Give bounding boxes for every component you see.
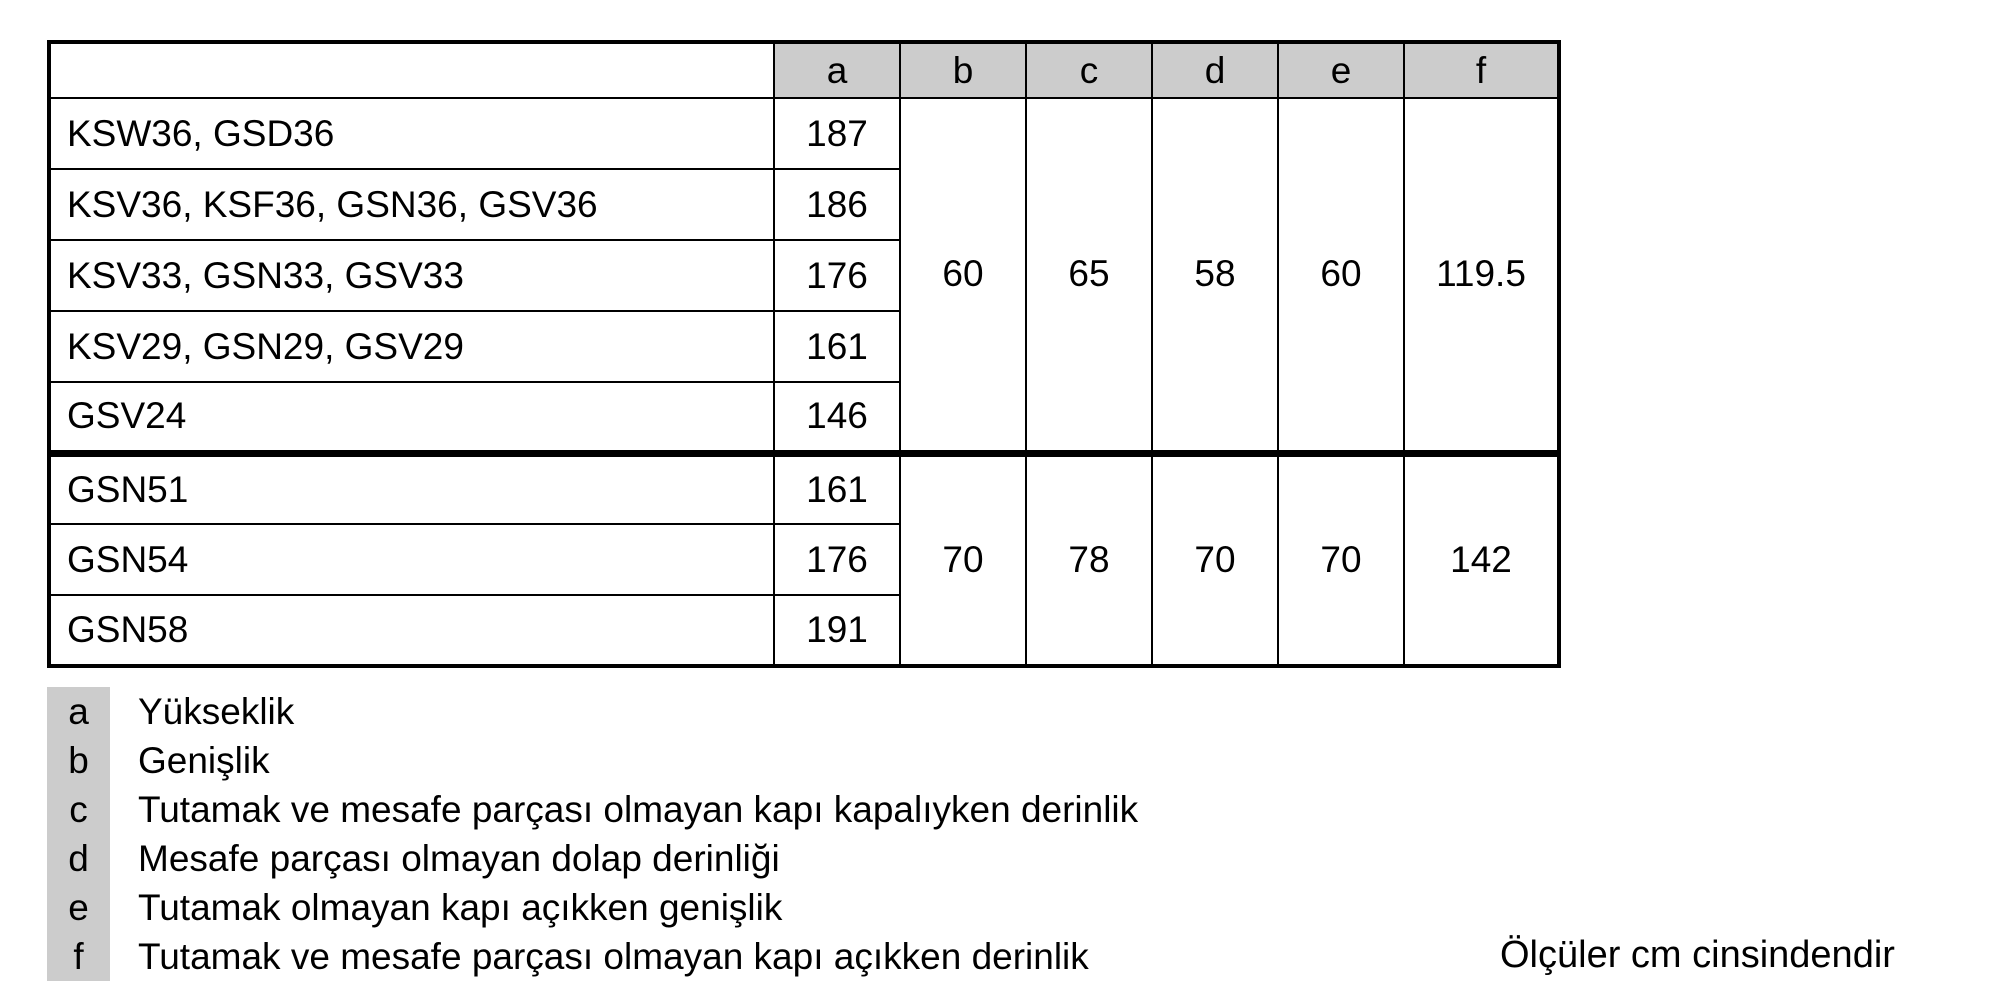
units-note: Ölçüler cm cinsindendir [1500,934,1895,976]
table-row [49,98,1559,169]
legend-key-b: b [47,736,110,785]
height-a-cell: 176 [774,524,900,595]
group1-b-cell: 60 [900,98,1026,453]
legend-label-b: Genişlik [138,739,270,781]
group1-f-cell: 119.5 [1404,98,1559,453]
height-a-cell: 161 [774,453,900,524]
dimensions-table [47,40,1561,668]
legend-item-f [47,932,1138,981]
legend-item-e [47,883,1138,932]
legend-item-a [47,687,1138,736]
model-names-cell: GSN58 [49,595,774,666]
legend-key-c: c [47,785,110,834]
model-names-cell: GSN54 [49,524,774,595]
legend-label-f: Tutamak ve mesafe parçası olmayan kapı açıkken derinlik [138,935,1089,977]
legend [47,687,1138,981]
header-col-f: f [1404,42,1559,98]
legend-key-f: f [47,932,110,981]
group2-d-cell: 70 [1152,453,1278,666]
header-col-a: a [774,42,900,98]
height-a-cell: 176 [774,240,900,311]
legend-key-a: a [47,687,110,736]
legend-key-d: d [47,834,110,883]
header-col-e: e [1278,42,1404,98]
legend-item-d [47,834,1138,883]
header-col-b: b [900,42,1026,98]
height-a-cell: 186 [774,169,900,240]
header-col-c: c [1026,42,1152,98]
group1-c-cell: 65 [1026,98,1152,453]
model-names-cell: KSW36, GSD36 [49,98,774,169]
legend-label-a: Yükseklik [138,690,295,732]
legend-item-b [47,736,1138,785]
model-names-cell: GSV24 [49,382,774,453]
legend-label-c: Tutamak ve mesafe parçası olmayan kapı kapalıyken derinlik [138,788,1139,830]
header-blank-cell [49,42,774,98]
model-names-cell: KSV29, GSN29, GSV29 [49,311,774,382]
table-header-row [49,42,1559,98]
model-names-cell: GSN51 [49,453,774,524]
legend-item-c [47,785,1138,834]
table-row [49,453,1559,524]
height-a-cell: 187 [774,98,900,169]
model-names-cell: KSV33, GSN33, GSV33 [49,240,774,311]
height-a-cell: 191 [774,595,900,666]
legend-label-e: Tutamak olmayan kapı açıkken genişlik [138,886,783,928]
group1-e-cell: 60 [1278,98,1404,453]
legend-key-e: e [47,883,110,932]
group2-e-cell: 70 [1278,453,1404,666]
model-names-cell: KSV36, KSF36, GSN36, GSV36 [49,169,774,240]
group1-d-cell: 58 [1152,98,1278,453]
height-a-cell: 146 [774,382,900,453]
group2-f-cell: 142 [1404,453,1559,666]
height-a-cell: 161 [774,311,900,382]
header-col-d: d [1152,42,1278,98]
legend-label-d: Mesafe parçası olmayan dolap derinliği [138,837,780,879]
group2-b-cell: 70 [900,453,1026,666]
group2-c-cell: 78 [1026,453,1152,666]
